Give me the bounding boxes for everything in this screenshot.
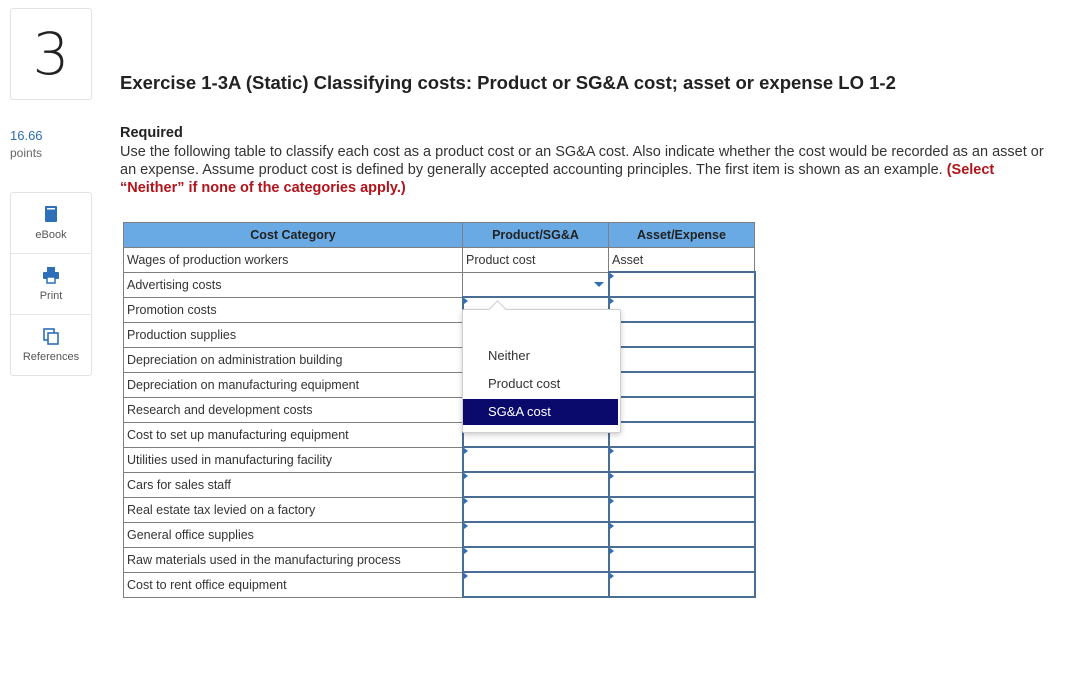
cost-category-cell: Production supplies [124, 322, 463, 347]
cost-category-cell: Cost to set up manufacturing equipment [124, 422, 463, 447]
product-sga-select[interactable] [463, 447, 609, 472]
table-row [124, 297, 755, 322]
references-button[interactable] [11, 315, 91, 375]
instructions-text: Use the following table to classify each cost as a product cost or an SG&A cost. Also indicate whether the cost would be recorded as an asset or an expense. Assume product cost is defined by generally accepted accounting principles. The first item is shown as an example. [120, 144, 1044, 178]
table-row [124, 547, 755, 572]
cost-category-cell: Cars for sales staff [124, 472, 463, 497]
cost-category-cell: General office supplies [124, 522, 463, 547]
points-value: 16.66 [10, 128, 43, 143]
asset-expense-select[interactable] [609, 322, 755, 347]
points-label: points [10, 146, 43, 160]
asset-expense-select[interactable] [609, 372, 755, 397]
chevron-down-icon[interactable] [594, 282, 604, 287]
table-row [124, 248, 755, 273]
product-sga-select[interactable] [463, 497, 609, 522]
cost-category-cell: Raw materials used in the manufacturing process [124, 547, 463, 572]
table-row [124, 322, 755, 347]
product-sga-select[interactable] [463, 547, 609, 572]
references-label: References [22, 351, 80, 363]
dropdown-option-neither[interactable]: Neither [488, 348, 530, 363]
book-icon [42, 205, 60, 223]
asset-expense-select[interactable] [609, 272, 755, 297]
instructions [120, 143, 1055, 197]
cost-category-cell: Depreciation on administration building [124, 347, 463, 372]
product-sga-select[interactable] [463, 522, 609, 547]
table-row [124, 397, 755, 422]
table-header-row [124, 223, 755, 248]
table-row [124, 522, 755, 547]
printer-icon [42, 266, 60, 284]
print-button[interactable] [11, 254, 91, 315]
dropdown-option-sga-cost[interactable]: SG&A cost [463, 399, 618, 425]
asset-expense-select[interactable] [609, 547, 755, 572]
copy-icon [42, 327, 60, 345]
question-number: 3 [10, 8, 92, 100]
ebook-label: eBook [35, 229, 67, 241]
print-label: Print [39, 290, 63, 302]
asset-expense-select[interactable] [609, 397, 755, 422]
cost-category-cell: Utilities used in manufacturing facility [124, 447, 463, 472]
asset-expense-select[interactable] [609, 572, 755, 597]
product-sga-dropdown-menu [462, 309, 621, 433]
ebook-button[interactable] [11, 193, 91, 254]
asset-expense-select[interactable] [609, 347, 755, 372]
table-row [124, 572, 755, 597]
table-row [124, 497, 755, 522]
required-heading: Required [120, 125, 183, 141]
asset-expense-select[interactable] [609, 447, 755, 472]
asset-expense-select[interactable] [609, 297, 755, 322]
asset-expense-select[interactable] [609, 497, 755, 522]
tool-panel [10, 192, 92, 376]
product-sga-select[interactable] [463, 572, 609, 597]
header-asset-expense: Asset/Expense [609, 223, 755, 248]
cost-category-cell: Promotion costs [124, 297, 463, 322]
table-row [124, 272, 755, 297]
cost-category-cell: Research and development costs [124, 397, 463, 422]
exercise-title: Exercise 1-3A (Static) Classifying costs: Product or SG&A cost; asset or expense LO 1-2 [120, 72, 896, 93]
asset-expense-select[interactable] [609, 422, 755, 447]
dropdown-option-product-cost[interactable]: Product cost [488, 376, 561, 391]
table-row [124, 372, 755, 397]
cost-category-cell: Real estate tax levied on a factory [124, 497, 463, 522]
asset-expense-select[interactable] [609, 522, 755, 547]
product-sga-cell: Product cost [463, 248, 609, 273]
product-sga-select[interactable] [463, 272, 609, 297]
product-sga-select[interactable] [463, 472, 609, 497]
cost-category-cell: Wages of production workers [124, 248, 463, 273]
cost-category-cell: Advertising costs [124, 272, 463, 297]
table-row [124, 347, 755, 372]
table-row [124, 422, 755, 447]
header-cost-category: Cost Category [124, 223, 463, 248]
table-row [124, 472, 755, 497]
classification-table [123, 222, 756, 598]
cost-category-cell: Depreciation on manufacturing equipment [124, 372, 463, 397]
table-row [124, 447, 755, 472]
instructions-note: (Select “Neither” if none of the categories apply.) [120, 162, 995, 196]
header-product-sga: Product/SG&A [463, 223, 609, 248]
asset-expense-cell: Asset [609, 248, 755, 273]
cost-category-cell: Cost to rent office equipment [124, 572, 463, 597]
asset-expense-select[interactable] [609, 472, 755, 497]
